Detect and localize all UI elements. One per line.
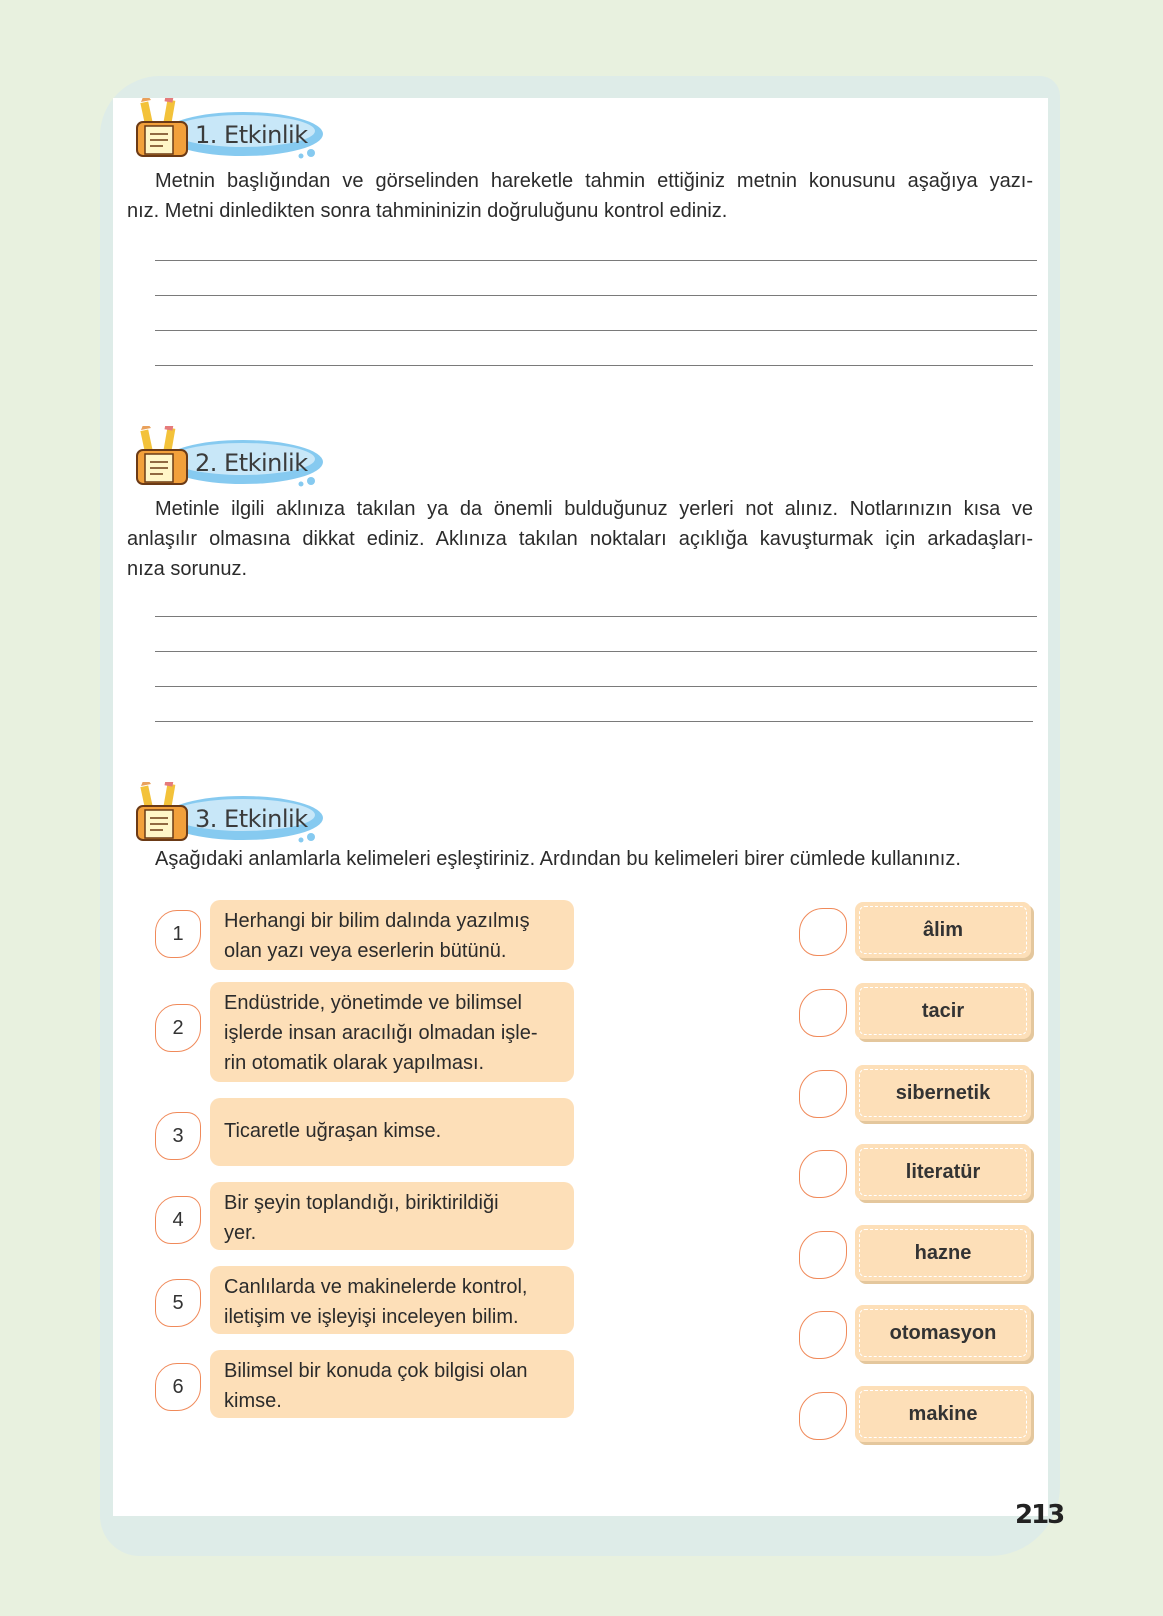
answer-circle[interactable]	[799, 1311, 847, 1359]
definition-box-1	[210, 900, 574, 970]
activity-2-heading	[125, 426, 325, 496]
activity-2-instructions	[127, 494, 1033, 584]
activity-2-title: 2. Etkinlik	[195, 449, 308, 477]
definition-text: Bilimsel bir konuda çok bilgisi olan	[224, 1360, 528, 1382]
writing-line[interactable]	[155, 651, 1037, 652]
definition-text: iletişim ve işleyişi inceleyen bilim.	[224, 1306, 519, 1328]
activity-3-heading	[125, 782, 325, 852]
instruction-line: nıza sorunuz.	[127, 558, 248, 580]
definition-box-6	[210, 1350, 574, 1418]
instruction-line: Metnin başlığından ve görselinden hareketle tahmin ettiğiniz metnin konusunu aşağıya yazı-	[155, 170, 1033, 192]
definition-text: Bir şeyin toplandığı, biriktirildiği	[224, 1192, 499, 1214]
answer-circle[interactable]	[799, 1070, 847, 1118]
writing-line[interactable]	[155, 260, 1037, 261]
definition-number-2: 2	[155, 1004, 201, 1052]
activity-1-heading	[125, 98, 325, 168]
answer-circle[interactable]	[799, 1231, 847, 1279]
activity-3-instructions	[127, 844, 1033, 874]
definition-number-5: 5	[155, 1279, 201, 1327]
activity-1-title: 1. Etkinlik	[195, 121, 308, 149]
word-card: otomasyon	[855, 1305, 1031, 1361]
word-card: sibernetik	[855, 1065, 1031, 1121]
definition-number-4: 4	[155, 1196, 201, 1244]
definition-text: Endüstride, yönetimde ve bilimsel	[224, 992, 522, 1014]
word-card: tacir	[855, 983, 1031, 1039]
writing-line[interactable]	[155, 330, 1037, 331]
definition-text: işlerde insan aracılığı olmadan işle-	[224, 1022, 538, 1044]
definition-box-4	[210, 1182, 574, 1250]
activity-3-title: 3. Etkinlik	[195, 805, 308, 833]
definition-text: Ticaretle uğraşan kimse.	[224, 1120, 442, 1142]
instruction-line: Aşağıdaki anlamlarla kelimeleri eşleştiriniz. Ardından bu kelimeleri birer cümlede kullanınız.	[155, 848, 961, 870]
word-card: hazne	[855, 1225, 1031, 1281]
definition-text: olan yazı veya eserlerin bütünü.	[224, 940, 507, 962]
answer-circle[interactable]	[799, 989, 847, 1037]
definition-box-5	[210, 1266, 574, 1334]
writing-line[interactable]	[155, 721, 1033, 722]
writing-line[interactable]	[155, 365, 1033, 366]
instruction-line: nız. Metni dinledikten sonra tahmininizin doğruluğunu kontrol ediniz.	[127, 200, 728, 222]
worksheet-page	[113, 98, 1048, 1516]
writing-line[interactable]	[155, 686, 1037, 687]
definition-text: kimse.	[224, 1390, 282, 1412]
answer-circle[interactable]	[799, 1150, 847, 1198]
definition-text: rin otomatik olarak yapılması.	[224, 1052, 485, 1074]
word-card: âlim	[855, 902, 1031, 958]
definition-text: Canlılarda ve makinelerde kontrol,	[224, 1276, 528, 1298]
instruction-line: anlaşılır olmasına dikkat ediniz. Aklınıza takılan noktaları açıklığa kavuşturmak için arkadaşları-	[127, 528, 1033, 550]
word-card: makine	[855, 1386, 1031, 1442]
definition-text: Herhangi bir bilim dalında yazılmış	[224, 910, 530, 932]
writing-line[interactable]	[155, 295, 1037, 296]
instruction-line: Metinle ilgili aklınıza takılan ya da önemli bulduğunuz yerleri not alınız. Notlarınızın kısa ve	[155, 498, 1033, 520]
page-number: 213	[1015, 1500, 1064, 1530]
definition-number-6: 6	[155, 1363, 201, 1411]
activity-1-instructions	[127, 166, 1033, 226]
word-card: literatür	[855, 1144, 1031, 1200]
definition-number-3: 3	[155, 1112, 201, 1160]
definition-number-1: 1	[155, 910, 201, 958]
definition-box-2	[210, 982, 574, 1082]
answer-circle[interactable]	[799, 1392, 847, 1440]
answer-circle[interactable]	[799, 908, 847, 956]
definition-box-3	[210, 1098, 574, 1166]
writing-line[interactable]	[155, 616, 1037, 617]
definition-text: yer.	[224, 1222, 257, 1244]
